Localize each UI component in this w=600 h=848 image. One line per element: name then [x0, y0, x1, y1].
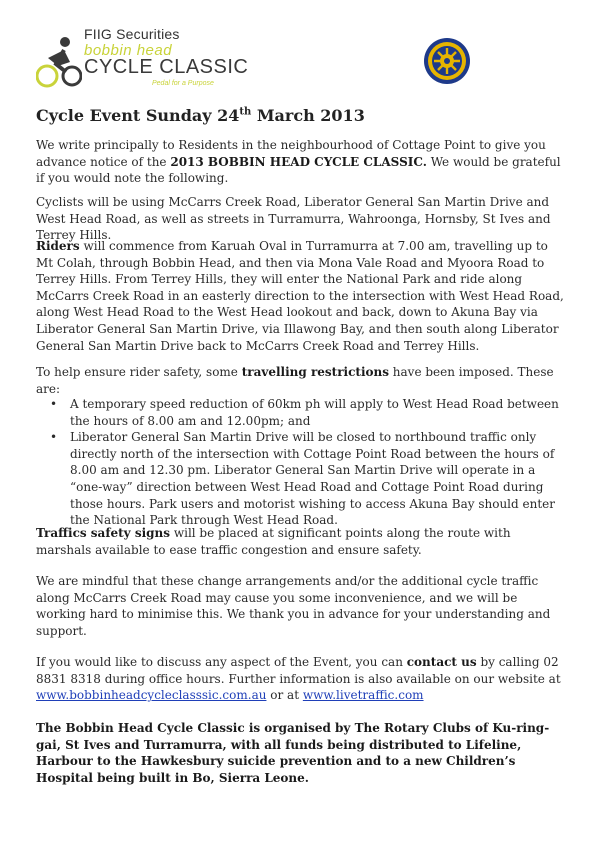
page-title: Cycle Event Sunday 24th March 2013: [36, 106, 365, 125]
rotary-wheel-icon: [422, 36, 472, 86]
mindful-paragraph: We are mindful that these change arrangements and/or the additional cycle traffic along McCarrs Creek Road may cause you some inconvenience, and we will be working hard to minimise this. We thank you in advance for your understanding and support.: [36, 574, 551, 638]
riders-paragraph: Riders will commence from Karuah Oval in Turramurra at 7.00 am, travelling up to Mt Colah, through Bobbin Head, and then via Mona Vale Road and Myoora Road to Terrey Hills. From Terrey Hills, they will enter the National Park and ride along McCarrs Creek Road in an easterly direction to the intersection with West Head Road, along West Head Road to the West Head lookout and back, down to Akuna Bay via Liberator General San Martin Drive, via Illawong Bay, and then south along Liberator General San Martin Drive back to McCarrs Creek Road and Terrey Hills.: [36, 239, 564, 353]
bullet-icon: •: [50, 397, 58, 411]
contact-paragraph: If you would like to discuss any aspect of the Event, you can contact us by calling 02 8831 8318 during office hours. Further information is also available on our website at www.bobbinheadcycleclasssic.com.au or at www.livetraffic.com: [36, 655, 561, 703]
organiser-paragraph: The Bobbin Head Cycle Classic is organised by The Rotary Clubs of Ku-ring-gai, St Ives and Turramurra, with all funds being distributed to Lifeline, Harbour to the Hawkesbury suicide prevention and to a new Children’s Hospital being built in Bo, Sierra Leone.: [36, 721, 550, 785]
list-item: • A temporary speed reduction of 60km ph will apply to West Head Road between the hours of 8.00 am and 12.00pm; and: [50, 397, 559, 428]
brand-subtitle: bobbin head: [84, 42, 173, 59]
intro-paragraph: We write principally to Residents in the neighbourhood of Cottage Point to give you advance notice of the 2013 BOBBIN HEAD CYCLE CLASSIC. We would be grateful if you would note the following.: [36, 138, 561, 186]
restrictions-paragraph: To help ensure rider safety, some travelling restrictions have been imposed. These are:: [36, 365, 554, 396]
cyclist-logo-icon: [36, 36, 82, 88]
brand-tagline: Pedal for a Purpose: [152, 80, 214, 87]
sponsor-name: FIIG Securities: [84, 26, 180, 42]
website-link[interactable]: www.bobbinheadcycleclasssic.com.au: [36, 688, 267, 703]
roads-paragraph: Cyclists will be using McCarrs Creek Road, Liberator General San Martin Drive and West Head Road, as well as streets in Turramurra, Wahroonga, Hornsby, St Ives and Terrey Hills.: [36, 195, 551, 243]
livetraffic-link[interactable]: www.livetraffic.com: [302, 688, 424, 703]
brand-title: CYCLE CLASSIC: [84, 56, 249, 78]
restrictions-list: [36, 396, 566, 529]
bullet-icon: •: [50, 430, 58, 445]
event-logo: [36, 26, 276, 94]
signs-paragraph: Traffics safety signs will be placed at significant points along the route with marshals available to ease traffic congestion and ensure safety.: [36, 526, 511, 557]
list-item: • Liberator General San Martin Drive will be closed to northbound traffic only directly north of the intersection with Cottage Point Road between the hours of 8.00 am and 12.30 pm. Liberator General San Martin Drive will operate in a “one-way” direction between West Head Road and Cottage Point Road during those hours. Park users and motorist wishing to access Akuna Bay should enter the National Park through West Head Road.: [50, 430, 556, 528]
